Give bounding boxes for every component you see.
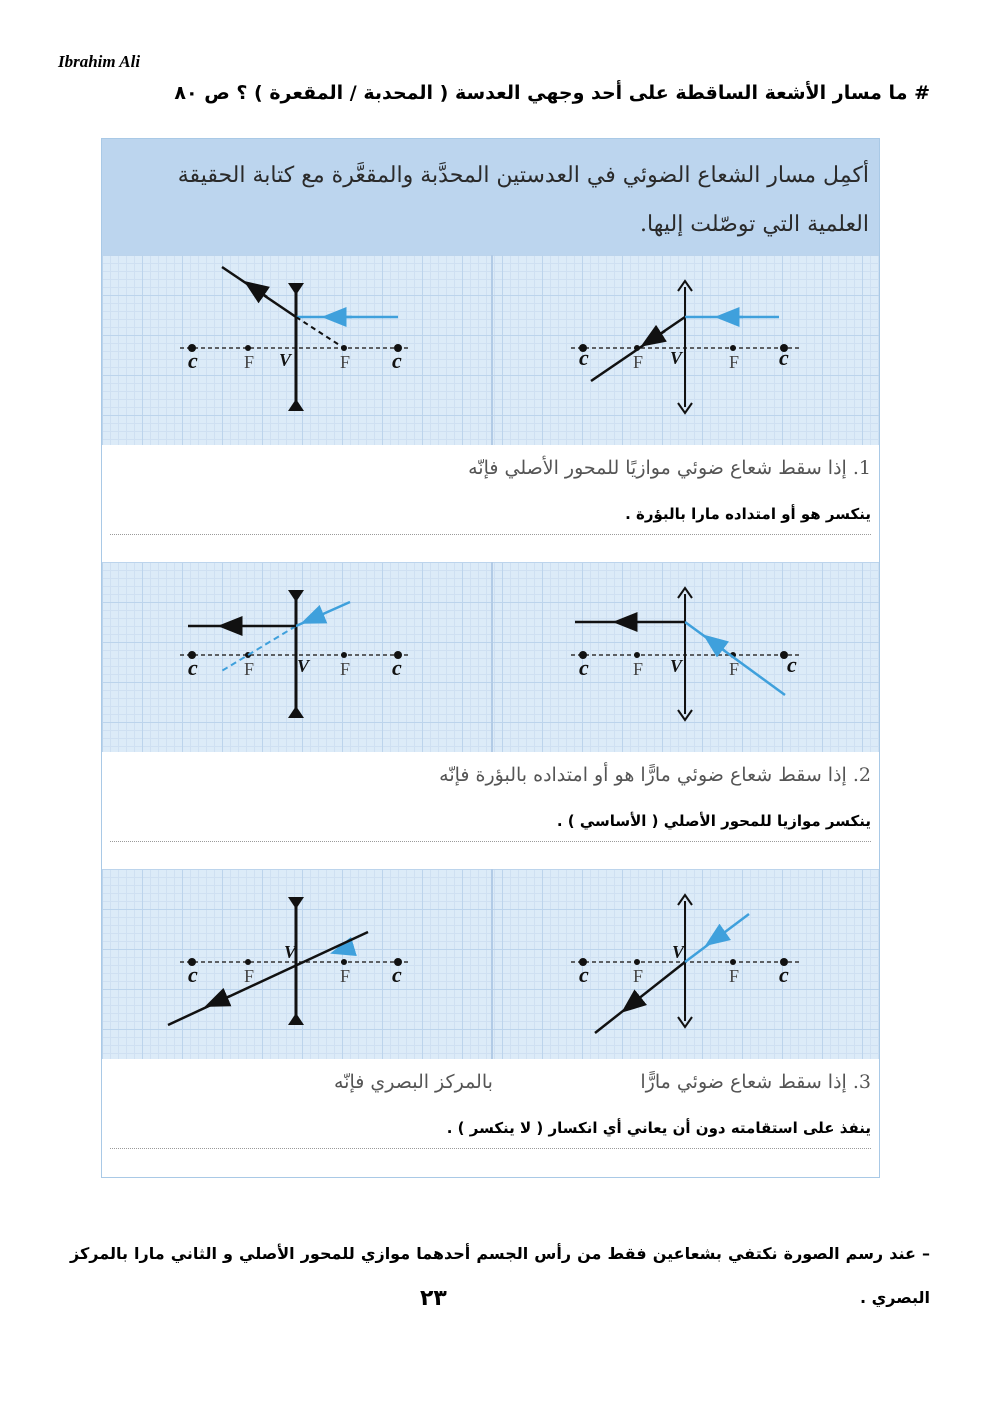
answer-3-text: ينفذ على استقامته دون أن يعاني أي انكسار ( لا ينكسر ) .: [446, 1119, 871, 1137]
question-1-text: 1. إذا سقط شعاع ضوئي موازيًا للمحور الأصلي فإنّه: [468, 457, 871, 479]
point-f-right: [730, 959, 736, 965]
instruction-text: أكمِل مسار الشعاع الضوئي في العدستين المحدَّبة والمقعَّرة مع كتابة الحقيقة العلمية التي توصّلت إليها.: [102, 139, 879, 255]
label-c-left: c: [188, 962, 198, 987]
incident-ray: [685, 622, 785, 695]
diagram-row-1: [102, 255, 879, 445]
label-c-right: c: [779, 345, 789, 370]
incident-ray-arrow: [713, 642, 725, 651]
label-f-left: F: [244, 966, 255, 986]
convex-lens-diagram-1: [493, 255, 881, 445]
lens-top-cap: [288, 283, 304, 295]
question-2-text: 2. إذا سقط شعاع ضوئي مارًّا هو أو امتداده بالبؤرة فإنّه: [439, 764, 871, 786]
label-c-left: c: [579, 962, 589, 987]
label-f-left: F: [244, 352, 255, 372]
label-c-right: c: [392, 655, 402, 680]
concave-lens-diagram-1: [102, 255, 490, 445]
label-c-left: c: [188, 348, 198, 373]
label-c-right: c: [779, 962, 789, 987]
convex-lens-svg-1: [493, 255, 879, 445]
question-row-1: [102, 445, 879, 562]
page-heading: # ما مسار الأشعة الساقطة على أحد وجهي العدسة ( المحدبة / المقعرة ) ؟ ص ٨٠: [174, 82, 930, 104]
label-c-left: c: [579, 655, 589, 680]
convex-lens-diagram-3: [493, 869, 881, 1059]
point-f-right: [341, 959, 347, 965]
label-c-right: c: [392, 962, 402, 987]
lens-bottom-cap: [288, 399, 304, 411]
point-f-left: [634, 652, 640, 658]
diagram-row-3: [102, 869, 879, 1059]
label-c-left: c: [188, 655, 198, 680]
answer-2-text: ينكسر موازيا للمحور الأصلي ( الأساسي ) .: [556, 812, 871, 830]
label-f-right: F: [729, 966, 740, 986]
answer-1-text: ينكسر هو أو امتداده مارا بالبؤرة .: [625, 505, 871, 523]
label-v: V: [670, 348, 683, 368]
lens-top-cap: [288, 590, 304, 602]
refracted-ray-arrow: [631, 997, 641, 1005]
label-f-left: F: [633, 966, 644, 986]
label-v: V: [297, 656, 310, 676]
answer-line-3: [110, 1148, 871, 1149]
incident-ray-arrow: [312, 614, 324, 619]
concave-lens-svg-1: [102, 255, 490, 445]
concave-lens-diagram-2: [102, 562, 490, 752]
point-f-right: [730, 345, 736, 351]
question-3-text: 3. إذا سقط شعاع ضوئي مارًّا: [640, 1071, 871, 1093]
lens-bottom-cap: [288, 1013, 304, 1025]
label-v: V: [670, 656, 683, 676]
label-c-left: c: [579, 345, 589, 370]
refracted-ray-arrow: [216, 996, 230, 1002]
label-f-right: F: [340, 966, 351, 986]
label-f-right: F: [729, 352, 740, 372]
label-v: V: [279, 350, 292, 370]
ray-extension: [220, 626, 296, 672]
ray-extension: [296, 317, 344, 348]
label-f-right: F: [340, 659, 351, 679]
label-c-right: c: [787, 652, 797, 677]
footer-note: – عند رسم الصورة نكتفي بشعاعين فقط من رأس الجسم أحدهما موازي للمحور الأصلي و الثاني مارا بالمركز البصري .: [70, 1244, 930, 1307]
label-f-right: F: [729, 659, 740, 679]
concave-lens-svg-3: [102, 869, 490, 1059]
answer-line-1: [110, 534, 871, 535]
answer-line-2: [110, 841, 871, 842]
question-3-text-end: بالمركز البصري فإنّه: [334, 1071, 493, 1093]
diagram-row-2: [102, 562, 879, 752]
point-f-left: [245, 345, 251, 351]
author-name: Ibrahim Ali: [58, 52, 141, 71]
page-number: ٢٣: [420, 1286, 447, 1311]
label-f-right: F: [340, 352, 351, 372]
convex-lens-diagram-2: [493, 562, 881, 752]
ray-through-center: [168, 932, 368, 1025]
question-row-3: [102, 1059, 879, 1176]
refracted-ray-arrow: [651, 331, 665, 340]
concave-lens-svg-2: [102, 562, 490, 752]
label-f-left: F: [633, 352, 644, 372]
label-f-left: F: [244, 659, 255, 679]
incident-ray-arrow: [715, 932, 725, 939]
question-row-2: [102, 752, 879, 869]
lens-bottom-cap: [288, 706, 304, 718]
label-c-right: c: [392, 348, 402, 373]
label-f-left: F: [633, 659, 644, 679]
lens-top-cap: [288, 897, 304, 909]
point-f-left: [634, 959, 640, 965]
label-v: V: [672, 942, 685, 962]
concave-lens-diagram-3: [102, 869, 490, 1059]
label-v: V: [284, 942, 297, 962]
point-f-left: [245, 959, 251, 965]
point-f-right: [341, 652, 347, 658]
worksheet-card: [101, 138, 880, 1178]
incident-ray-arrow: [342, 947, 352, 950]
refracted-ray-arrow: [254, 288, 267, 297]
convex-lens-svg-3: [493, 869, 879, 1059]
convex-lens-svg-2: [493, 562, 879, 752]
